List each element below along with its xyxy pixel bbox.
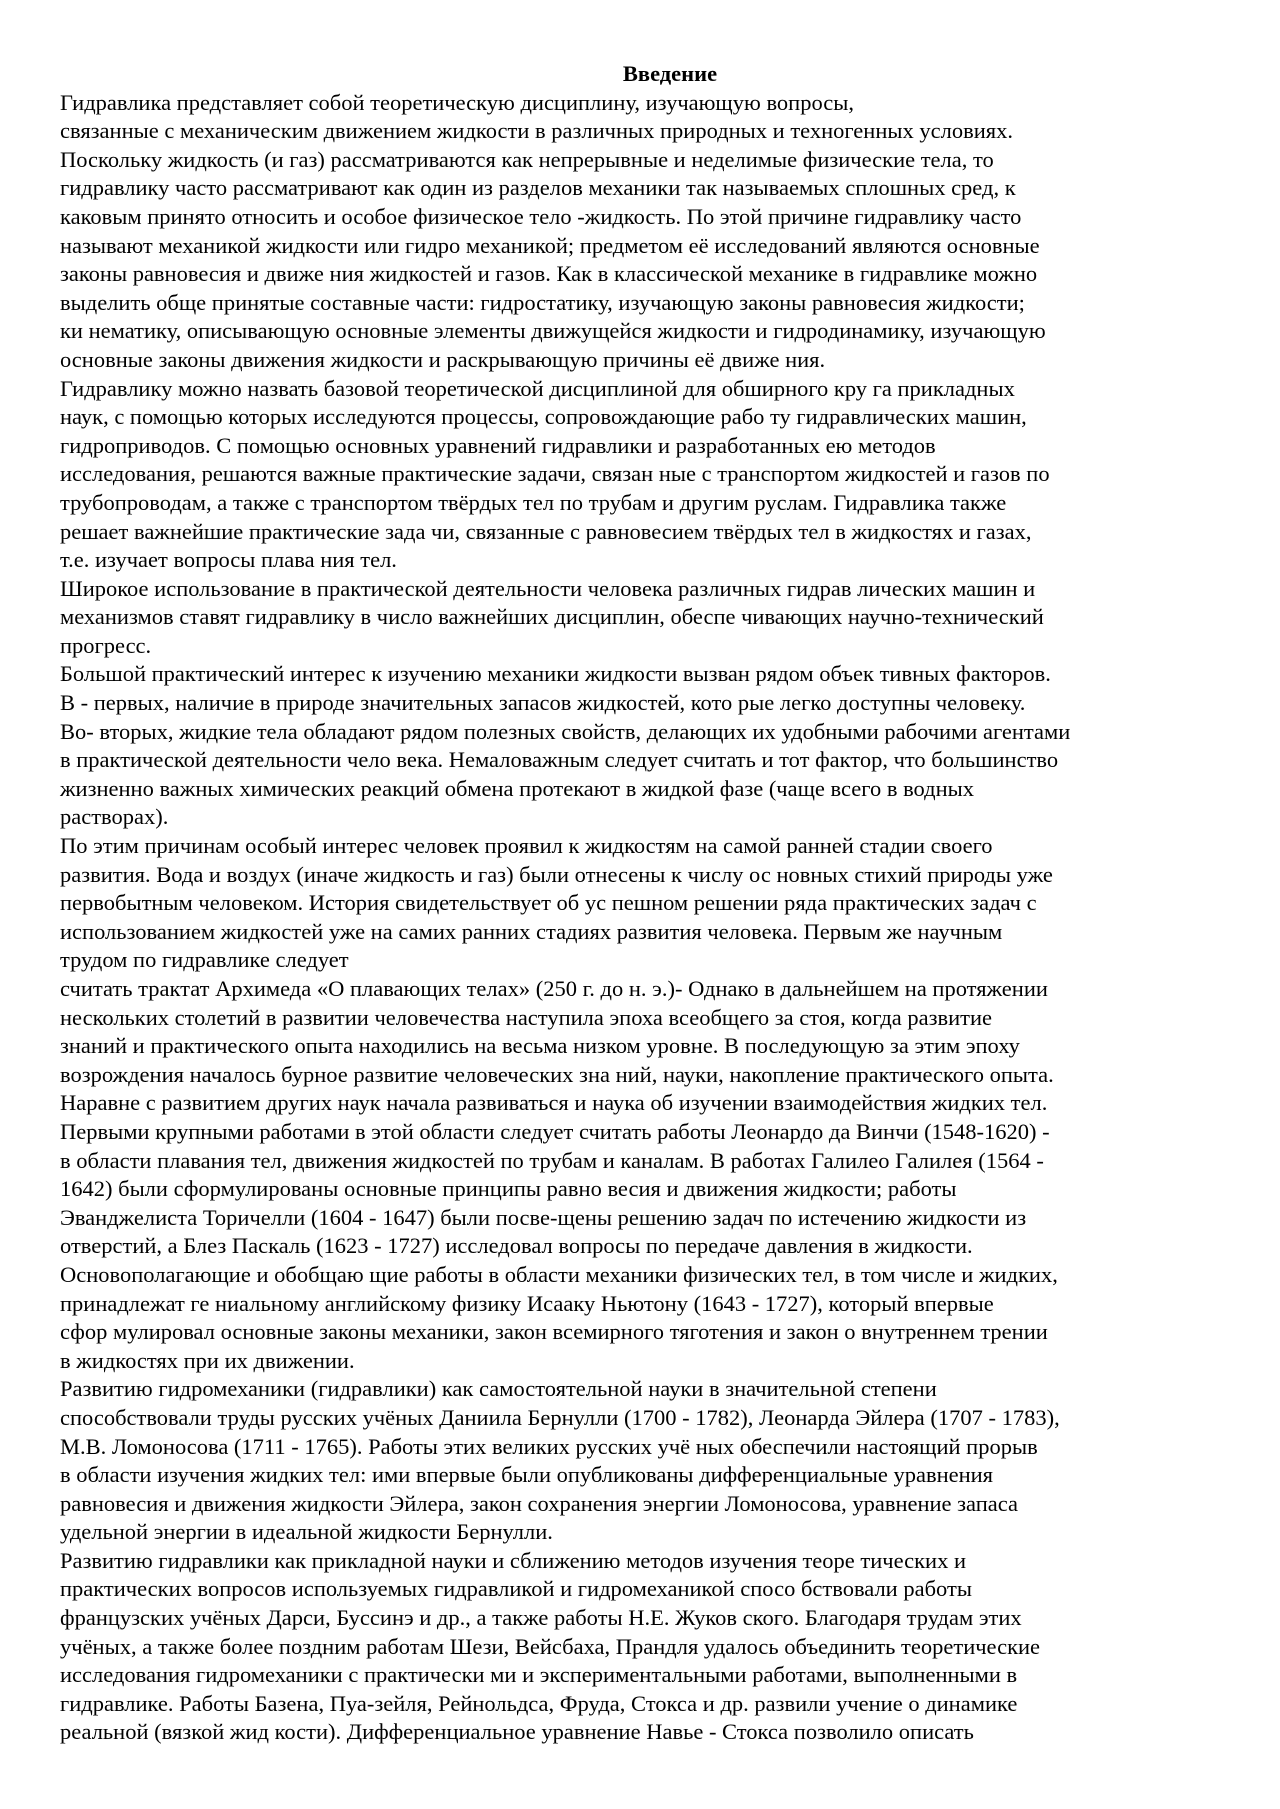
- text-line: По этим причинам особый интерес человек проявил к жидкостям на самой ранней стадии своего: [60, 833, 993, 859]
- text-line: Развитию гидромеханики (гидравлики) как самостоятельной науки в значительной степени: [60, 1376, 937, 1402]
- text-line: знаний и практического опыта находились на весьма низком уровне. В последующую за этим эпоху: [60, 1033, 1020, 1059]
- text-line: каковым принято относить и особое физическое тело -жидкость. По этой причине гидравлику часто: [60, 203, 1022, 229]
- text-line: основные законы движения жидкости и раскрывающую причины её движе ния.: [60, 346, 826, 372]
- text-line: нескольких столетий в развитии человечества наступила эпоха всеобщего за стоя, когда развитие: [60, 1004, 993, 1030]
- text-line: Большой практический интерес к изучению механики жидкости вызван рядом объек тивных факторов.: [60, 661, 1051, 687]
- text-line: исследования, решаются важные практические задачи, связан ные с транспортом жидкостей и газов по: [60, 461, 1050, 487]
- text-line: Наравне с развитием других наук начала развиваться и наука об изучении взаимодействия жидких тел.: [60, 1090, 1048, 1116]
- text-line: в жидкостях при их движении.: [60, 1347, 355, 1373]
- text-line: Первыми крупными работами в этой области следует считать работы Леонардо да Винчи (1548-1620) -: [60, 1118, 1050, 1144]
- text-line: трубопроводам, а также с транспортом твёрдых тел по трубам и другим руслам. Гидравлика также: [60, 489, 1007, 515]
- text-line: В - первых, наличие в природе значительных запасов жидкостей, кото рые легко доступны человеку.: [60, 690, 1026, 716]
- text-line: Поскольку жидкость (и газ) рассматриваются как непрерывные и неделимые физические тела, то: [60, 146, 994, 172]
- text-line: исследования гидромеханики с практически ми и экспериментальными работами, выполненными в: [60, 1662, 1018, 1688]
- text-line: связанные с механическим движением жидкости в различных природных и техногенных условиях.: [60, 118, 1013, 144]
- text-line: принадлежат ге ниальному английскому физику Исааку Ньютону (1643 - 1727), который впервые: [60, 1290, 994, 1316]
- text-line: равновесия и движения жидкости Эйлера, закон сохранения энергии Ломоносова, уравнение запаса: [60, 1490, 1019, 1516]
- text-line: в области плавания тел, движения жидкостей по трубам и каналам. В работах Галилео Галилея (1564 -: [60, 1147, 1044, 1173]
- text-line: в области изучения жидких тел: ими впервые были опубликованы дифференциальные уравнения: [60, 1462, 994, 1488]
- text-line: сфор мулировал основные законы механики, закон всемирного тяготения и закон о внутреннем трении: [60, 1319, 1048, 1345]
- text-line: удельной энергии в идеальной жидкости Бернулли.: [60, 1519, 553, 1545]
- text-line: наук, с помощью которых исследуются процессы, сопровождающие рабо ту гидравлических машин,: [60, 404, 1027, 430]
- text-line: гидроприводов. С помощью основных уравнений гидравлики и разработанных ею методов: [60, 432, 936, 458]
- text-line: Развитию гидравлики как прикладной науки и сближению методов изучения теоре тических и: [60, 1547, 967, 1573]
- document-title: Введение: [622, 61, 718, 86]
- text-line: т.е. изучает вопросы плава ния тел.: [60, 547, 397, 573]
- text-line: 1642) были сформулированы основные принципы равно весия и движения жидкости; работы: [60, 1176, 957, 1202]
- text-line: Основополагающие и обобщаю щие работы в области механики физических тел, в том числе и жидких,: [60, 1261, 1058, 1287]
- text-line: называют механикой жидкости или гидро механикой; предметом её исследований являются основные: [60, 232, 1040, 258]
- document-body: [60, 89, 1230, 1747]
- text-line: в практической деятельности чело века. Немаловажным следует считать и тот фактор, что большинство: [60, 747, 1059, 773]
- text-line: Во- вторых, жидкие тела обладают рядом полезных свойств, делающих их удобными рабочими агентами: [60, 718, 1071, 744]
- text-line: прогресс.: [60, 632, 152, 658]
- text-line: французских учёных Дарси, Буссинэ и др., а также работы Н.Е. Жуков ского. Благодаря трудам этих: [60, 1605, 1022, 1631]
- text-line: решает важнейшие практические зада чи, связанные с равновесием твёрдых тел в жидкостях и газах,: [60, 518, 1032, 544]
- text-line: использованием жидкостей уже на самих ранних стадиях развития человека. Первым же научным: [60, 918, 1003, 944]
- text-line: Гидравлика представляет собой теоретическую дисциплину, изучающую вопросы,: [60, 89, 854, 115]
- text-line: выделить обще принятые составные части: гидростатику, изучающую законы равновесия жидкости;: [60, 289, 1025, 315]
- text-line: механизмов ставят гидравлику в число важнейших дисциплин, обеспе чивающих научно-технический: [60, 604, 1044, 630]
- text-line: возрождения началось бурное развитие человеческих зна ний, науки, накопление практического опыта.: [60, 1061, 1054, 1087]
- text-line: гидравлике. Работы Базена, Пуа-зейля, Рейнольдса, Фруда, Стокса и др. развили учение о динамике: [60, 1690, 1018, 1716]
- text-line: М.В. Ломоносова (1711 - 1765). Работы этих великих русских учё ных обеспечили настоящий прорыв: [60, 1433, 1038, 1459]
- text-line: растворах).: [60, 804, 169, 830]
- text-line: Гидравлику можно назвать базовой теоретической дисциплиной для обширного кру га прикладных: [60, 375, 1015, 401]
- text-line: гидравлику часто рассматривают как один из разделов механики так называемых сплошных сред, к: [60, 175, 1016, 201]
- text-line: реальной (вязкой жид кости). Дифференциальное уравнение Навье - Стокса позволило описать: [60, 1719, 974, 1745]
- text-line: способствовали труды русских учёных Даниила Бернулли (1700 - 1782), Леонарда Эйлера (1707 - 1783),: [60, 1404, 1060, 1430]
- text-line: Эванджелиста Торичелли (1604 - 1647) были посве-щены решению задач по истечению жидкости из: [60, 1204, 1027, 1230]
- text-line: развития. Вода и воздух (иначе жидкость и газ) были отнесены к числу ос новных стихий природы уже: [60, 861, 1053, 887]
- text-line: ки нематику, описывающую основные элементы движущейся жидкости и гидродинамику, изучающую: [60, 318, 1046, 344]
- text-line: жизненно важных химических реакций обмена протекают в жидкой фазе (чаще всего в водных: [60, 775, 975, 801]
- text-line: учёных, а также более поздним работам Шези, Вейсбаха, Прандля удалось объединить теоретические: [60, 1633, 1041, 1659]
- text-line: отверстий, а Блез Паскаль (1623 - 1727) исследовал вопросы по передаче давления в жидкости.: [60, 1233, 973, 1259]
- text-line: считать трактат Архимеда «О плавающих телах» (250 г. до н. э.)- Однако в дальнейшем на протяжении: [60, 976, 1048, 1001]
- text-line: законы равновесия и движе ния жидкостей и газов. Как в классической механике в гидравлике можно: [60, 261, 1038, 287]
- text-line: первобытным человеком. История свидетельствует об ус пешном решении ряда практических задач с: [60, 890, 1037, 916]
- text-line: трудом по гидравлике следует: [60, 947, 349, 973]
- text-line: практических вопросов используемых гидравликой и гидромеханикой спосо бствовали работы: [60, 1576, 972, 1602]
- text-line: Широкое использование в практической деятельности человека различных гидрав лических машин и: [60, 575, 1036, 601]
- document-page: [60, 60, 1230, 1747]
